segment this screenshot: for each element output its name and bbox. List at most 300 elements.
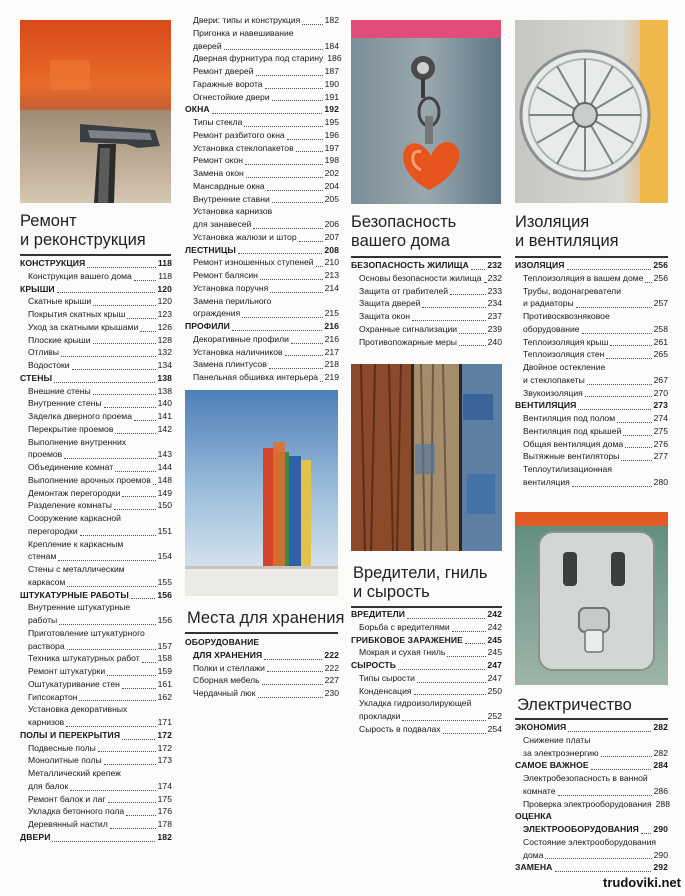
toc-page-number: 274 — [653, 413, 668, 423]
toc-entry-text: дома — [523, 849, 544, 860]
toc-page-number: 292 — [653, 862, 668, 873]
toc-page-number: 174 — [157, 780, 172, 791]
dot-leader — [269, 358, 323, 369]
toc-entry — [351, 697, 502, 710]
toc-entry — [20, 665, 172, 678]
socket-photo — [515, 512, 668, 685]
toc-entry-text: Ремонт балок и лаг — [28, 793, 106, 804]
toc-entry — [20, 818, 172, 831]
toc-page-number: 151 — [157, 525, 172, 536]
toc-entry — [515, 734, 668, 747]
toc-category — [515, 259, 668, 272]
toc-entry-text: раствора — [28, 640, 65, 651]
toc-entry-text: Техника штукатурных работ — [28, 653, 140, 664]
toc-entry — [185, 78, 339, 91]
toc-page-number: 156 — [157, 615, 172, 625]
dot-leader — [140, 321, 155, 332]
toc-entry-text: Ремонт разбитого окна — [193, 129, 285, 140]
toc-page-number: 216 — [324, 321, 339, 331]
toc-page-number: 290 — [653, 849, 668, 860]
toc-entry-text: ВРЕДИТЕЛИ — [351, 609, 406, 619]
toc-entry-text: Укладка гидроизолирующей — [359, 698, 472, 709]
toc-page-number: 282 — [653, 722, 668, 732]
dot-leader — [625, 437, 652, 448]
toc-entry-text: ДВЕРИ — [20, 831, 51, 842]
toc-entry-text: Конструкция вашего дома — [28, 270, 132, 281]
toc-entry-text: Замена плинтусов — [193, 359, 267, 370]
section-title-pests: Вредители, гниль и сырость — [353, 564, 488, 601]
dot-leader — [57, 282, 156, 293]
dot-leader — [131, 588, 156, 599]
toc-entry-text: Крепление к каркасным — [28, 538, 124, 549]
dot-leader — [412, 310, 486, 321]
dot-leader — [587, 374, 652, 385]
toc-entry — [20, 410, 172, 423]
toc-category — [185, 636, 339, 649]
toc-entry-text: Типы стекла — [193, 117, 243, 127]
toc-page-number: 156 — [157, 589, 172, 600]
dot-leader — [641, 823, 651, 834]
fan-photo — [515, 20, 668, 203]
toc-entry-text: Ремонт изношенных ступеней — [193, 257, 314, 268]
toc-col1 — [20, 257, 172, 844]
toc-security — [351, 259, 502, 348]
toc-page-number: 261 — [653, 336, 668, 347]
toc-page-number: 257 — [653, 298, 668, 309]
dot-leader — [267, 661, 323, 672]
toc-entry — [20, 308, 172, 321]
toc-page-number: 126 — [157, 321, 172, 332]
toc-entry — [515, 476, 668, 489]
toc-page-number: 132 — [157, 347, 172, 358]
toc-page-number: 254 — [487, 723, 502, 734]
toc-entry-text: Общая вентиляция дома — [523, 438, 624, 449]
dot-leader — [115, 423, 155, 434]
toc-entry-text: Конденсация — [359, 685, 412, 696]
toc-entry — [20, 385, 172, 398]
toc-entry-text: Стены с металлическим — [28, 564, 125, 574]
dot-leader — [93, 295, 155, 306]
dot-leader — [417, 672, 486, 683]
dot-leader — [606, 348, 651, 359]
toc-page-number: 237 — [487, 311, 502, 321]
toc-entry-text: прокладки — [359, 711, 401, 721]
toc-entry — [351, 285, 502, 298]
dot-leader — [447, 646, 485, 657]
toc-page-number: 172 — [157, 729, 172, 740]
dot-leader — [66, 716, 155, 727]
toc-page-number: 143 — [157, 449, 172, 460]
toc-entry-text: стенам — [28, 551, 57, 562]
dot-leader — [459, 323, 486, 334]
toc-entry-text: Деревянный настил — [28, 819, 108, 829]
toc-entry-text: дверей — [193, 40, 222, 51]
toc-entry-text: ЭЛЕКТРООБОРУДОВАНИЯ — [523, 824, 639, 834]
toc-entry — [515, 272, 668, 285]
toc-page-number: 234 — [487, 298, 502, 309]
toc-entry — [20, 321, 172, 334]
toc-entry — [20, 270, 172, 283]
toc-entry-text: Приготовление штукатурного — [28, 627, 145, 638]
toc-entry-text: Перекрытие проемов — [28, 423, 114, 434]
toc-entry — [515, 798, 668, 811]
dot-leader — [232, 320, 322, 331]
toc-entry-text: Объединение комнат — [28, 462, 114, 472]
toc-entry-text: Водостоки — [28, 360, 70, 370]
toc-entry-text: Теплоутилизационная — [523, 464, 612, 474]
toc-page-number: 232 — [487, 260, 502, 270]
toc-entry-text: Теплоизоляция в вашем доме — [523, 272, 644, 283]
dot-leader — [108, 792, 156, 803]
toc-entry-text: Защита окон — [359, 311, 411, 321]
section-title-electric: Электричество — [517, 696, 632, 714]
toc-entry-text: Уход за скатными крышами — [28, 321, 139, 332]
toc-page-number: 182 — [324, 15, 339, 25]
toc-entry — [185, 333, 339, 346]
toc-page-number: 219 — [324, 372, 339, 382]
dot-leader — [414, 684, 486, 695]
toc-page-number: 138 — [157, 385, 172, 396]
toc-entry-text: ОБОРУДОВАНИЕ — [185, 637, 260, 647]
toc-entry-text: проемов — [28, 449, 63, 460]
toc-entry — [351, 685, 502, 698]
toc-entry-text: Ремонт окон — [193, 155, 244, 166]
toc-page-number: 191 — [324, 91, 339, 102]
toc-entry-text: Внутренние штукатурные — [28, 602, 131, 613]
toc-entry-text: комнате — [523, 785, 556, 796]
toc-page-number: 286 — [653, 785, 668, 796]
dot-leader — [465, 633, 485, 644]
toc-category — [185, 103, 339, 116]
toc-entry — [515, 336, 668, 349]
toc-page-number: 206 — [324, 219, 339, 229]
dot-leader — [272, 192, 323, 203]
toc-entry — [20, 499, 172, 512]
toc-entry-text: Установка стеклопакетов — [193, 142, 294, 153]
toc-entry — [185, 52, 342, 65]
dot-leader — [316, 256, 323, 267]
toc-entry — [351, 272, 502, 285]
toc-storage — [185, 636, 339, 700]
toc-page-number: 217 — [324, 346, 339, 357]
toc-entry-text: Монолитные полы — [28, 755, 102, 766]
toc-entry-text: Вентиляция под полом — [523, 413, 616, 423]
toc-entry-text: Вытяжные вентиляторы — [523, 451, 620, 462]
toc-entry-text: САМОЕ ВАЖНОЕ — [515, 760, 589, 771]
dot-leader — [291, 333, 323, 344]
dot-leader — [572, 476, 652, 487]
dot-leader — [246, 167, 323, 178]
toc-entry — [20, 805, 172, 818]
section-rule — [515, 256, 668, 258]
toc-entry — [515, 463, 668, 476]
toc-page-number: 141 — [157, 411, 172, 421]
toc-page-number: 190 — [324, 78, 339, 89]
toc-page-number: 197 — [324, 142, 339, 153]
dot-leader — [70, 780, 155, 791]
dot-leader — [267, 180, 323, 191]
dot-leader — [64, 448, 155, 459]
toc-category — [185, 320, 339, 333]
toc-page-number: 250 — [487, 685, 502, 696]
toc-entry — [185, 295, 339, 308]
toc-page-number: 256 — [653, 260, 668, 270]
toc-entry — [185, 269, 339, 282]
dot-leader — [224, 39, 323, 50]
dot-leader — [591, 759, 652, 770]
toc-entry-text: Охранные сигнализации — [359, 323, 458, 334]
toc-entry-text: и радиаторы — [523, 298, 574, 309]
toc-page-number: 207 — [324, 231, 339, 242]
dot-leader — [134, 410, 156, 421]
toc-entry-text: Электробезопасность в ванной — [523, 773, 648, 783]
dot-leader — [59, 614, 155, 625]
toc-entry — [20, 716, 172, 729]
toc-category — [515, 810, 668, 823]
dot-leader — [617, 412, 652, 423]
section-title-security: Безопасность вашего дома — [351, 213, 457, 250]
toc-entry — [351, 310, 502, 323]
toc-entry — [185, 142, 339, 155]
toc-page-number: 171 — [157, 717, 172, 727]
toc-entry-text: Основы безопасности жилища — [359, 272, 482, 283]
toc-entry-text: Состояние электрооборудования — [523, 836, 657, 847]
toc-entry — [185, 346, 339, 359]
toc-entry — [515, 297, 668, 310]
dot-leader — [258, 687, 323, 698]
toc-entry-text: ОЦЕНКА — [515, 811, 552, 822]
dot-leader — [61, 346, 156, 357]
toc-entry-text: ПОЛЫ И ПЕРЕКРЫТИЯ — [20, 729, 121, 740]
toc-entry-text: Металлический крепеж — [28, 768, 121, 778]
dot-leader — [67, 639, 156, 650]
toc-page-number: 280 — [653, 476, 668, 487]
dot-leader — [244, 116, 322, 127]
dot-leader — [272, 90, 323, 101]
toc-page-number: 123 — [157, 309, 172, 319]
dot-leader — [398, 659, 485, 670]
toc-entry-text: Противопожарные меры — [359, 336, 457, 347]
toc-entry-text: Гипсокартон — [28, 691, 78, 702]
toc-entry-text: Чердачный люк — [193, 688, 256, 698]
toc-entry — [185, 358, 339, 371]
toc-entry-text: БЕЗОПАСНОСТЬ ЖИЛИЩА — [351, 260, 469, 270]
toc-entry — [185, 91, 339, 104]
toc-entry-text: Подвесные полы — [28, 742, 96, 753]
toc-page-number: 138 — [157, 372, 172, 383]
toc-entry — [185, 687, 339, 700]
toc-entry — [20, 487, 172, 500]
toc-entry-text: Сборная мебель — [193, 675, 260, 686]
toc-entry-text: Борьба с вредителями — [359, 621, 450, 632]
dot-leader — [127, 308, 155, 319]
toc-entry-text: Сооружение каркасной — [28, 513, 121, 523]
toc-page-number: 182 — [157, 831, 172, 842]
toc-page-number: 196 — [324, 129, 339, 140]
toc-entry-text: Двойное остекление — [523, 362, 606, 372]
toc-entry-text: Теплоизоляция крыш — [523, 336, 609, 347]
toc-category — [515, 823, 668, 836]
toc-entry-text: Выполнение арочных проемов — [28, 474, 151, 485]
dot-leader — [107, 665, 155, 676]
toc-page-number: 242 — [487, 609, 502, 619]
toc-entry — [20, 436, 172, 449]
toc-entry-text: для занавесей — [193, 219, 252, 229]
toc-entry-text: Вентиляция под крышей — [523, 425, 622, 436]
dot-leader — [576, 297, 652, 308]
toc-col2 — [185, 14, 342, 384]
toc-entry — [515, 836, 668, 849]
toc-page-number: 202 — [324, 168, 339, 178]
dot-leader — [238, 243, 322, 254]
toc-page-number: 176 — [157, 806, 172, 817]
toc-entry — [20, 754, 172, 767]
toc-page-number: 184 — [324, 40, 339, 51]
toc-entry — [20, 640, 172, 653]
toc-entry-text: СЫРОСТЬ — [351, 660, 397, 670]
dot-leader — [484, 272, 486, 283]
toc-entry — [20, 525, 172, 538]
toc-entry-text: Звукоизоляция — [523, 387, 583, 398]
toc-page-number: 172 — [157, 742, 172, 753]
toc-entry-text: КРЫШИ — [20, 283, 55, 294]
toc-page-number: 247 — [487, 660, 502, 670]
toc-entry — [515, 849, 668, 862]
toc-entry-text: Покрытия скатных крыш — [28, 309, 126, 319]
toc-entry-text: Внутренние стены — [28, 398, 102, 409]
dot-leader — [402, 710, 485, 721]
toc-page-number: 157 — [157, 640, 172, 651]
toc-entry-text: оборудование — [523, 323, 580, 334]
toc-entry — [515, 285, 668, 298]
toc-entry — [20, 512, 172, 525]
toc-page-number: 140 — [157, 398, 172, 409]
toc-page-number: 213 — [324, 270, 339, 280]
toc-entry — [185, 371, 339, 384]
dot-leader — [54, 372, 155, 383]
dot-leader — [422, 297, 485, 308]
toc-page-number: 215 — [324, 308, 339, 319]
toc-entry-text: Заделка дверного проема — [28, 411, 132, 421]
toc-entry — [351, 621, 502, 634]
toc-page-number: 218 — [324, 359, 339, 370]
toc-page-number: 290 — [653, 824, 668, 834]
toc-entry-text: работы — [28, 615, 58, 625]
dot-leader — [264, 649, 322, 660]
dot-leader — [104, 754, 156, 765]
toc-category — [185, 649, 339, 662]
toc-entry — [20, 563, 172, 576]
toc-page-number: 198 — [324, 155, 339, 166]
dot-leader — [623, 425, 651, 436]
toc-entry — [185, 65, 339, 78]
toc-entry — [20, 780, 172, 793]
toc-entry — [20, 614, 172, 627]
toc-page-number: 288 — [655, 798, 670, 809]
toc-entry — [20, 346, 172, 359]
toc-entry-text: Отливы — [28, 347, 59, 358]
toc-entry — [20, 550, 172, 563]
toc-entry-text: и стеклопакеты — [523, 374, 585, 385]
toc-page-number: 161 — [157, 678, 172, 689]
toc-category — [20, 589, 172, 602]
toc-entry — [185, 193, 339, 206]
toc-page-number: 239 — [487, 323, 502, 334]
toc-entry-text: ограждения — [193, 308, 241, 319]
toc-entry-text: Установка карнизов — [193, 206, 273, 217]
toc-entry — [185, 256, 339, 269]
toc-entry — [20, 678, 172, 691]
dot-leader — [104, 397, 156, 408]
toc-page-number: 192 — [324, 104, 339, 115]
toc-entry — [515, 438, 668, 451]
toc-entry-text: ЛЕСТНИЦЫ — [185, 244, 236, 255]
dot-leader — [122, 729, 155, 740]
section-rule — [515, 718, 668, 720]
toc-category — [351, 634, 502, 647]
toc-entry-text: ДЛЯ ХРАНЕНИЯ — [193, 649, 263, 660]
toc-page-number: 230 — [324, 688, 339, 698]
dot-leader — [256, 65, 323, 76]
toc-page-number: 159 — [157, 666, 172, 676]
dot-leader — [567, 259, 652, 270]
toc-entry-text: Ремонт дверей — [193, 66, 254, 76]
toc-category — [351, 259, 502, 272]
toc-entry-text: Мокрая и сухая гниль — [359, 647, 446, 658]
section-rule — [185, 632, 338, 634]
toc-category — [351, 608, 502, 621]
toc-category — [20, 831, 172, 844]
toc-page-number: 186 — [327, 53, 342, 64]
toc-entry — [351, 323, 502, 336]
toc-entry — [20, 703, 172, 716]
toc-entry — [20, 652, 172, 665]
toc-page-number: 273 — [653, 400, 668, 411]
toc-electric — [515, 721, 668, 874]
toc-insulation — [515, 259, 668, 489]
toc-page-number: 175 — [157, 793, 172, 804]
toc-entry — [515, 323, 668, 336]
toc-page-number: 162 — [157, 691, 172, 702]
toc-entry — [185, 307, 339, 320]
toc-entry-text: Выполнение внутренних — [28, 436, 127, 447]
dot-leader — [459, 335, 486, 346]
toc-page-number: 282 — [653, 747, 668, 758]
toc-page-number: 214 — [324, 282, 339, 293]
section-title-insulation: Изоляция и вентиляция — [515, 213, 619, 250]
dot-leader — [471, 259, 485, 270]
toc-entry-text: Замена окон — [193, 168, 244, 178]
toc-entry-text: Сырость в подвалах — [359, 723, 441, 734]
toc-entry — [185, 40, 339, 53]
dot-leader — [80, 525, 156, 536]
toc-entry-text: Демонтаж перегородки — [28, 487, 121, 498]
toc-entry — [20, 767, 172, 780]
toc-entry — [185, 154, 339, 167]
toc-page-number: 265 — [653, 349, 668, 360]
toc-entry — [515, 747, 668, 760]
toc-category — [515, 759, 668, 772]
toc-entry-text: Укладка бетонного пола — [28, 806, 125, 817]
toc-entry-text: Оштукатуривание стен — [28, 678, 120, 689]
toc-entry — [185, 14, 339, 27]
toc-page-number: 252 — [487, 711, 502, 721]
section-title-storage: Места для хранения — [187, 609, 345, 627]
toc-entry — [515, 310, 668, 323]
toc-entry-text: Внешние стены — [28, 385, 91, 396]
toc-page-number: 267 — [653, 374, 668, 385]
toc-entry — [185, 218, 339, 231]
